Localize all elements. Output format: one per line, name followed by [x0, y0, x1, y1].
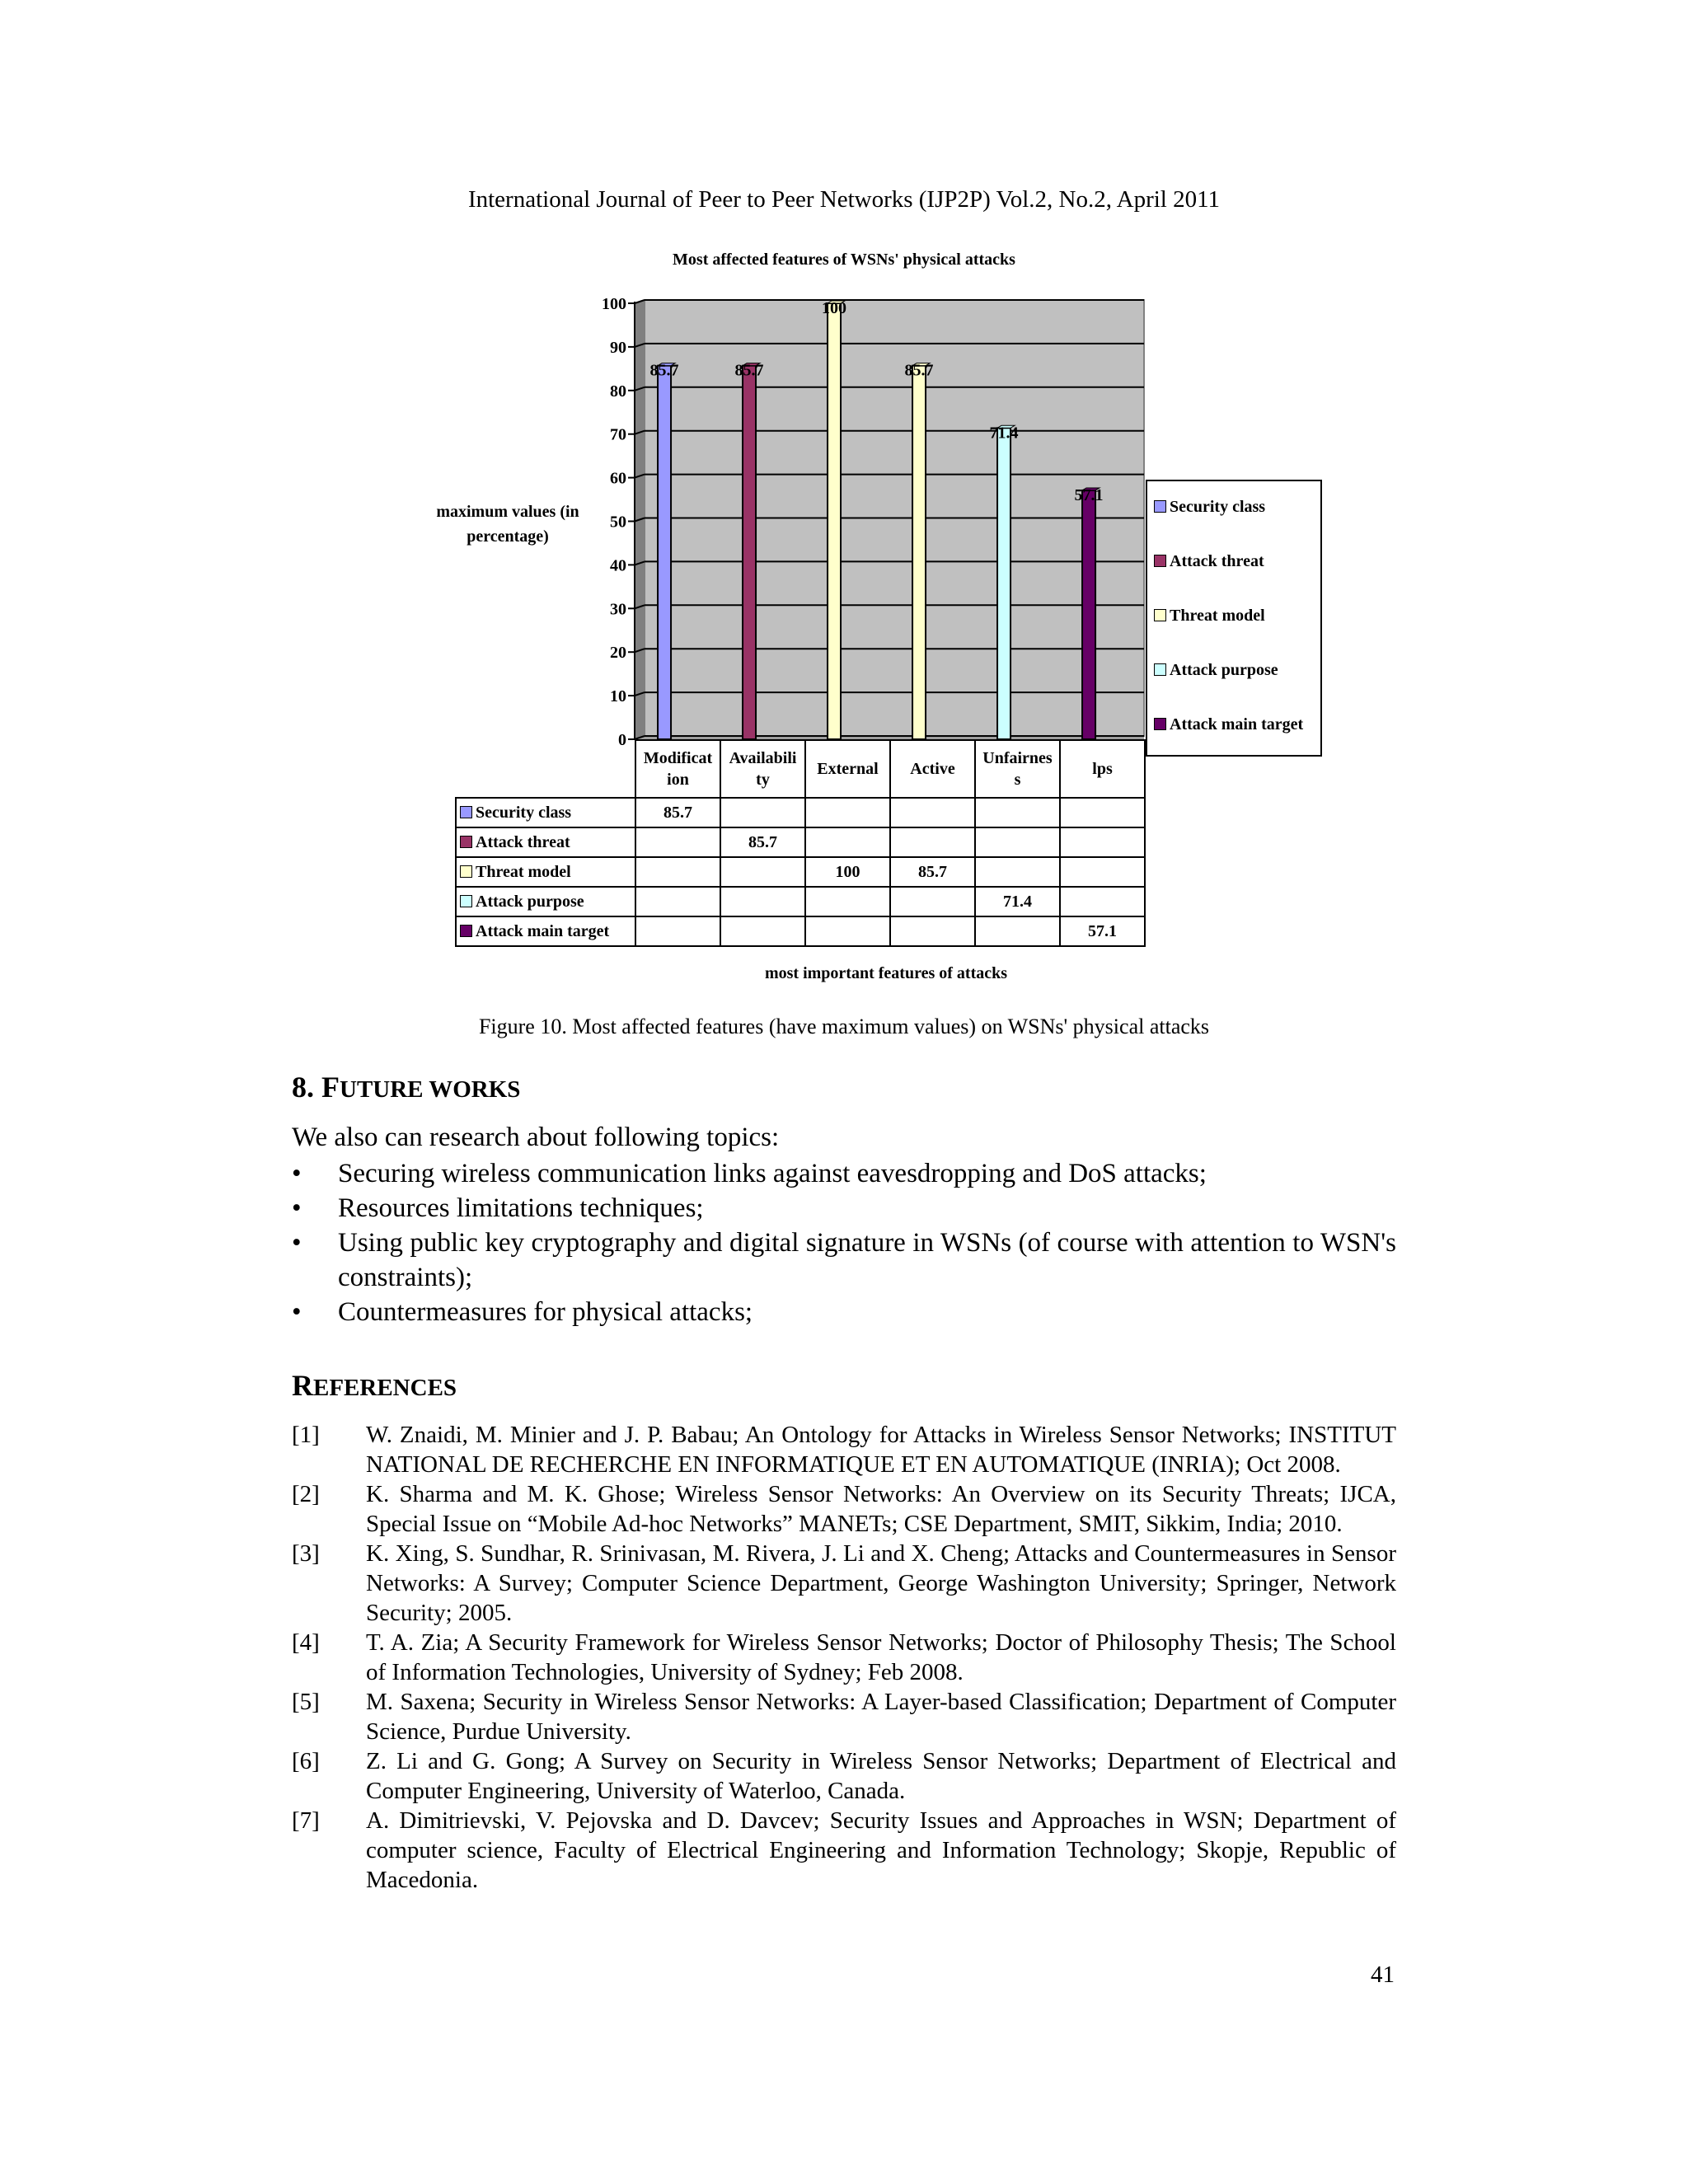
data-table-cell: 85.7: [720, 827, 805, 857]
reference-text: K. Sharma and M. K. Ghose; Wireless Sensor Networks: An Overview on its Security Threats; IJCA, Special Issue on “Mobile Ad-hoc Networks” MANETs; CSE Department, SMIT, Sikkim, India; 2010.: [366, 1481, 1396, 1537]
data-table-row: [456, 887, 1145, 916]
reference-number: [4]: [292, 1629, 320, 1656]
chart-y-axis-label: maximum values (in percentage): [436, 503, 579, 546]
y-tick-label: 40: [610, 556, 626, 575]
data-table-category: [720, 740, 805, 798]
legend-swatch: [1154, 500, 1166, 513]
section-heading-future-works: [292, 1070, 520, 1104]
section-number: 8.: [292, 1071, 314, 1104]
data-table-cell: [890, 887, 975, 916]
series-name: Attack threat: [476, 832, 570, 851]
data-table-category: [635, 740, 720, 798]
data-table-cell: [720, 916, 805, 946]
bar: [828, 303, 841, 739]
reference-number: [7]: [292, 1807, 320, 1834]
data-table-cell: [635, 916, 720, 946]
legend-item-attack-threat: [1154, 552, 1264, 571]
bar-value-label: 85.7: [649, 361, 679, 380]
data-table-header-row: [456, 740, 1145, 798]
bullet-glyph: •: [292, 1159, 302, 1188]
category-line: ty: [756, 771, 770, 789]
data-table-category: [805, 740, 890, 798]
bar-value-label: 85.7: [904, 361, 934, 380]
category-line: ion: [667, 771, 689, 789]
list-item: [292, 1156, 1396, 1191]
reference-item: [292, 1420, 1396, 1479]
reference-number: [1]: [292, 1422, 320, 1448]
data-table-cell: [1060, 798, 1145, 827]
section-title-rest: UTURE WORKS: [340, 1076, 521, 1103]
data-table-cell: [975, 798, 1060, 827]
data-table-cell: [975, 857, 1060, 887]
data-table-cell: 100: [805, 857, 890, 887]
figure-caption: Figure 10. Most affected features (have maximum values) on WSNs' physical attacks: [478, 1015, 1210, 1038]
references-title-rest: EFERENCES: [313, 1375, 457, 1401]
reference-item: [292, 1479, 1396, 1539]
y-tick-label: 100: [602, 295, 626, 313]
data-table-cell: 71.4: [975, 887, 1060, 916]
reference-item: [292, 1806, 1396, 1895]
bullet-glyph: •: [292, 1297, 302, 1327]
data-table-cell: [890, 916, 975, 946]
legend-item-attack-purpose: [1154, 661, 1278, 680]
data-table-cell: [720, 887, 805, 916]
data-table-cell: [720, 798, 805, 827]
data-table-cell: [635, 887, 720, 916]
data-table-series-label: [456, 857, 635, 887]
data-table-cell: [720, 857, 805, 887]
reference-text: M. Saxena; Security in Wireless Sensor Networks: A Layer-based Classification; Department of Computer Science, Purdue University.: [366, 1689, 1396, 1745]
bar-value-label: 100: [822, 299, 847, 317]
legend-swatch: [1154, 555, 1166, 567]
y-tick-label: 70: [610, 425, 626, 444]
y-tick-label: 10: [610, 687, 626, 706]
legend-label: Attack main target: [1170, 715, 1304, 733]
y-tick-label: 0: [618, 731, 626, 749]
data-table-cell: [890, 798, 975, 827]
bar: [743, 366, 756, 739]
legend-label: Security class: [1170, 498, 1266, 516]
reference-item: [292, 1628, 1396, 1687]
category-line: Active: [910, 760, 955, 778]
reference-item: [292, 1539, 1396, 1628]
list-item: [292, 1226, 1396, 1295]
chart-x-axis-label: most important features of attacks: [764, 964, 1008, 982]
data-table-cell: [635, 857, 720, 887]
section-title-initial: F: [321, 1071, 340, 1104]
references-list: [292, 1420, 1396, 1895]
reference-number: [5]: [292, 1689, 320, 1715]
reference-number: [3]: [292, 1540, 320, 1567]
running-header: International Journal of Peer to Peer Networks (IJP2P) Vol.2, No.2, April 2011: [467, 186, 1221, 213]
bar: [658, 366, 671, 739]
bar: [912, 366, 926, 739]
data-table-cell: [975, 827, 1060, 857]
data-table-series-label: [456, 887, 635, 916]
data-table-row: [456, 857, 1145, 887]
reference-item: [292, 1746, 1396, 1806]
future-works-list: [292, 1156, 1396, 1329]
list-item-text: Resources limitations techniques;: [338, 1193, 704, 1223]
data-table-cell: [635, 827, 720, 857]
data-table-cell: [1060, 857, 1145, 887]
data-table-cell: [1060, 887, 1145, 916]
data-table-cell: 85.7: [635, 798, 720, 827]
y-tick-label: 30: [610, 600, 626, 619]
data-table-series-label: [456, 827, 635, 857]
legend-label: Attack threat: [1170, 552, 1264, 570]
category-line: Availabili: [729, 749, 797, 767]
bullet-glyph: •: [292, 1193, 302, 1223]
reference-item: [292, 1687, 1396, 1746]
data-table-row: [456, 827, 1145, 857]
category-line: Modificat: [643, 749, 713, 767]
reference-text: Z. Li and G. Gong; A Survey on Security in Wireless Sensor Networks; Department of Electrical and Computer Engineering, University of Waterloo, Canada.: [366, 1748, 1396, 1804]
data-table-row: [456, 798, 1145, 827]
legend-item-threat-model: [1154, 607, 1265, 626]
data-table-category: [975, 740, 1060, 798]
list-item: [292, 1295, 1396, 1329]
data-table-cell: 85.7: [890, 857, 975, 887]
list-item-text: Securing wireless communication links against eavesdropping and DoS attacks;: [338, 1159, 1207, 1188]
data-table-cell: [805, 887, 890, 916]
bar-value-label: 85.7: [734, 361, 764, 380]
data-table-cell: [805, 798, 890, 827]
y-tick-label: 60: [610, 469, 626, 488]
list-item-text: Countermeasures for physical attacks;: [338, 1297, 753, 1327]
category-line: lps: [1092, 760, 1113, 778]
reference-number: [2]: [292, 1481, 320, 1507]
series-name: Attack purpose: [476, 892, 584, 911]
data-table-cell: 57.1: [1060, 916, 1145, 946]
legend-swatch: [1154, 609, 1166, 621]
chart-title: Most affected features of WSNs' physical attacks: [673, 251, 1015, 269]
reference-text: A. Dimitrievski, V. Pejovska and D. Davcev; Security Issues and Approaches in WSN; Department of computer science, Faculty of Electrical Engineering and Information Technology; Skopje, Republic of Macedonia.: [366, 1807, 1396, 1893]
reference-text: W. Znaidi, M. Minier and J. P. Babau; An Ontology for Attacks in Wireless Sensor Networks; INSTITUT NATIONAL DE RECHERCHE EN INFORMATIQUE ET EN AUTOMATIQUE (INRIA); Oct 2008.: [366, 1422, 1396, 1478]
table-swatch: [460, 925, 472, 937]
table-swatch: [460, 865, 472, 878]
section-heading-references: [292, 1368, 457, 1403]
category-line: Unfairnes: [982, 749, 1053, 767]
data-table-series-label: [456, 916, 635, 946]
category-line: s: [1014, 771, 1021, 789]
legend-label: Attack purpose: [1170, 661, 1278, 679]
page-number: 41: [1371, 1961, 1395, 1988]
reference-text: K. Xing, S. Sundhar, R. Srinivasan, M. Rivera, J. Li and X. Cheng; Attacks and Countermeasures in Sensor Networks: A Survey; Computer Science Department, George Washington University; Springer, Network Security; 2005.: [366, 1540, 1396, 1626]
y-tick-label: 80: [610, 382, 626, 401]
chart-data-table: [455, 739, 1146, 947]
data-table-cell: [975, 916, 1060, 946]
bar: [997, 428, 1010, 739]
list-item: [292, 1191, 1396, 1226]
y-tick-label: 50: [610, 513, 626, 532]
table-swatch: [460, 836, 472, 848]
data-table-cell: [805, 827, 890, 857]
reference-text: T. A. Zia; A Security Framework for Wireless Sensor Networks; Doctor of Philosophy Thesis; The School of Information Technologies, University of Sydney; Feb 2008.: [366, 1629, 1396, 1685]
series-name: Attack main target: [476, 921, 610, 940]
bullet-glyph: •: [292, 1228, 302, 1258]
legend-swatch: [1154, 663, 1166, 676]
references-title-initial: R: [292, 1369, 313, 1402]
future-works-intro: We also can research about following topics:: [292, 1122, 780, 1152]
data-table-series-label: [456, 798, 635, 827]
data-table-row: [456, 916, 1145, 946]
y-tick-label: 90: [610, 338, 626, 357]
series-name: Threat model: [476, 862, 571, 881]
legend-item-security-class: [1154, 498, 1265, 517]
table-swatch: [460, 895, 472, 907]
category-line: External: [817, 760, 879, 778]
y-tick-label: 20: [610, 644, 626, 663]
bar: [1082, 490, 1095, 739]
list-item-text: Using public key cryptography and digital signature in WSNs (of course with attention to WSN's constraints);: [338, 1228, 1396, 1292]
data-table-corner: [456, 740, 635, 798]
reference-number: [6]: [292, 1748, 320, 1774]
legend-swatch: [1154, 718, 1166, 730]
legend-item-attack-main-target: [1154, 715, 1303, 734]
legend-label: Threat model: [1170, 607, 1265, 625]
data-table-cell: [890, 827, 975, 857]
data-table-category: [890, 740, 975, 798]
chart-legend: [1146, 480, 1322, 757]
bar-value-label: 57.1: [1074, 485, 1104, 504]
bar-value-label: 71.4: [989, 424, 1019, 443]
data-table-category: [1060, 740, 1145, 798]
table-swatch: [460, 806, 472, 818]
data-table-cell: [805, 916, 890, 946]
data-table-cell: [1060, 827, 1145, 857]
series-name: Security class: [476, 803, 572, 822]
